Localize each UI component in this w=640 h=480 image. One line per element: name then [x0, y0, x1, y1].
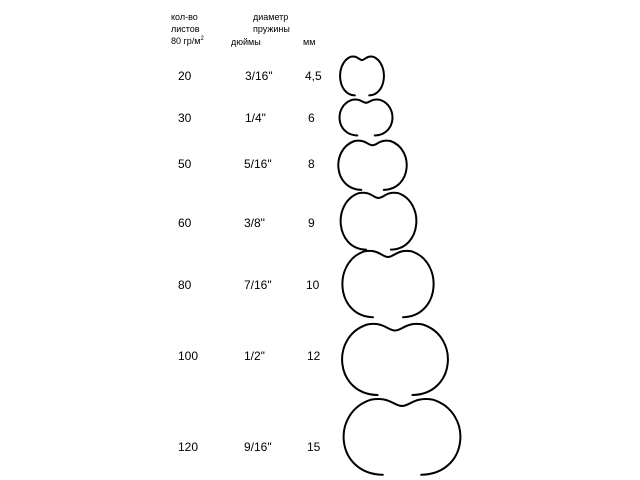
sheets-value: 50: [178, 157, 192, 171]
mm-value: 6: [308, 111, 315, 125]
header-qty-line2: листов: [171, 24, 200, 34]
sheets-value: 20: [178, 69, 192, 83]
sheets-value: 60: [178, 216, 192, 230]
sheets-value: 30: [178, 111, 192, 125]
header-diameter-line1: диаметр: [253, 12, 289, 22]
mm-value: 9: [308, 216, 315, 230]
inch-value: 3/8": [244, 216, 265, 230]
header-qty-unit: 80 гр/м: [171, 36, 201, 46]
mm-value: 10: [306, 278, 320, 292]
inch-value: 3/16": [245, 69, 273, 83]
header-diameter-line2: пружины: [253, 24, 290, 34]
mm-value: 12: [307, 349, 321, 363]
inch-value: 1/4": [245, 111, 266, 125]
spring-profile-50: [338, 141, 406, 190]
spring-profile-80: [342, 251, 433, 317]
spring-profile-20: [340, 56, 384, 95]
sheets-value: 80: [178, 278, 192, 292]
sheets-value: 100: [178, 349, 199, 363]
inch-value: 7/16": [244, 278, 272, 292]
sheets-value: 120: [178, 440, 199, 454]
spring-profile-100: [342, 324, 448, 395]
header-qty-superscript: 2: [200, 36, 204, 42]
inch-value: 1/2": [244, 349, 265, 363]
spring-profile-60: [341, 193, 417, 250]
header-unit-inch: дюймы: [231, 37, 261, 47]
inch-value: 5/16": [244, 157, 272, 171]
mm-value: 8: [308, 157, 315, 171]
mm-value: 15: [307, 440, 321, 454]
spring-profile-120: [344, 399, 461, 475]
mm-value: 4,5: [305, 69, 322, 83]
inch-value: 9/16": [244, 440, 272, 454]
header-unit-mm: мм: [303, 37, 316, 47]
header-qty-line1: кол-во: [171, 12, 198, 22]
spring-profile-30: [340, 99, 393, 135]
